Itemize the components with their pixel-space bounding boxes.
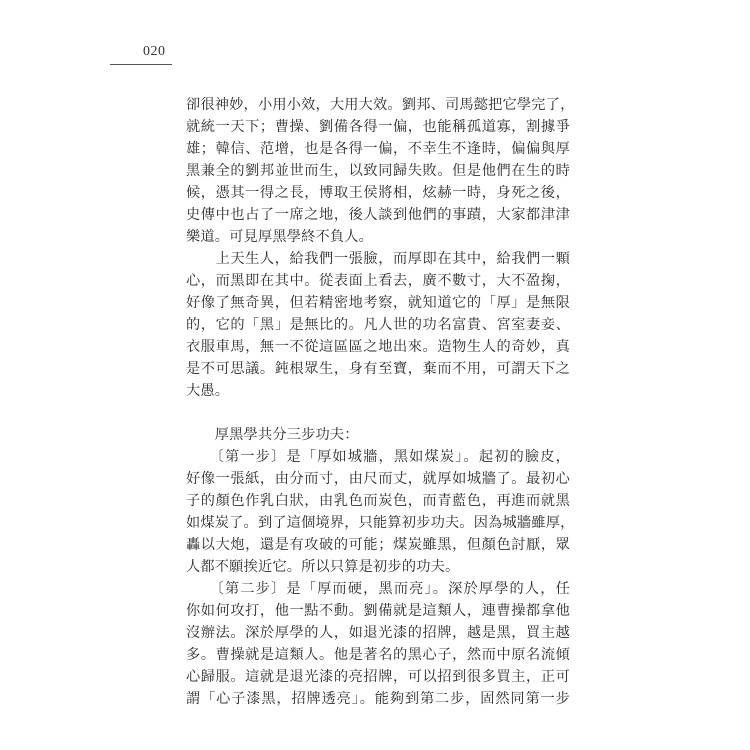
text-line: 〔第二步〕是「厚而硬，黑而亮」。深於厚學的人，任 (186, 581, 570, 597)
body-text (186, 94, 575, 710)
text-line: 厚黑學共分三步功夫： (186, 427, 359, 443)
text-line: 〔第一步〕是「厚如城牆，黑如煤炭」。起初的臉皮， (186, 449, 570, 465)
text-line: 史傳中也占了一席之地，後人談到他們的事蹟，大家都津津 (186, 207, 570, 223)
text-line: 卻很神妙，小用小效，大用大效。劉邦、司馬懿把它學完了， (186, 97, 575, 113)
paragraph-2 (186, 248, 570, 402)
text-line: 沒辦法。深於厚學的人，如退光漆的招牌，越是黑，買主越 (186, 625, 570, 641)
text-line: 候，憑其一得之長，博取王侯將相，炫赫一時，身死之後， (186, 185, 570, 201)
text-line: 心歸服。這就是退光漆的亮招牌，可以招到很多買主，正可 (186, 669, 570, 685)
text-line: 如煤炭了。到了這個境界，只能算初步功夫。因為城牆雖厚， (186, 515, 575, 531)
page-number: 020 (143, 44, 166, 59)
text-line: 是不可思議。鈍根眾生，身有至寶，棄而不用，可謂天下之 (186, 361, 570, 377)
text-line: 好像一張紙，由分而寸，由尺而丈，就厚如城牆了。最初心 (186, 471, 570, 487)
text-line: 轟以大炮，還是有攻破的可能；煤炭雖黑，但顏色討厭，眾 (186, 537, 570, 553)
text-line: 你如何攻打，他一點不動。劉備就是這類人，連曹操都拿他 (186, 603, 570, 619)
text-line: 的，它的「黑」是無比的。凡人世的功名富貴、宮室妻妾、 (186, 317, 570, 333)
text-line: 人都不願挨近它。所以只算是初步的功夫。 (186, 559, 460, 575)
text-line: 好像了無奇異，但若精密地考察，就知道它的「厚」是無限 (186, 295, 570, 311)
text-line: 就統一天下；曹操、劉備各得一偏，也能稱孤道寡，割據爭 (186, 119, 570, 135)
paragraph-gap (186, 402, 570, 424)
text-line: 雄；韓信、范增，也是各得一偏，不幸生不逢時，偏偏與厚 (186, 141, 570, 157)
text-line: 大愚。 (186, 383, 230, 399)
paragraph-5 (186, 578, 570, 710)
text-line: 黑兼全的劉邦並世而生，以致同歸失敗。但是他們在生的時 (186, 163, 570, 179)
paragraph-3 (186, 424, 570, 446)
paragraph-4 (186, 446, 575, 578)
paragraph-1 (186, 94, 575, 248)
text-line: 子的顏色作乳白狀，由乳色而炭色，而青藍色，再進而就黑 (186, 493, 570, 509)
text-line: 心，而黑即在其中。從表面上看去，廣不數寸，大不盈掬， (186, 273, 570, 289)
header-rule (110, 64, 172, 65)
text-line: 樂道。可見厚黑學終不負人。 (186, 229, 374, 245)
text-line: 上天生人，給我們一張臉，而厚即在其中，給我們一顆 (186, 251, 570, 267)
text-line: 多。曹操就是這類人。他是著名的黑心子，然而中原名流傾 (186, 647, 570, 663)
text-line: 謂「心子漆黑，招牌透亮」。能夠到第二步，固然同第一步 (186, 691, 570, 707)
text-line: 衣服車馬，無一不從這區區之地出來。造物生人的奇妙，真 (186, 339, 570, 355)
